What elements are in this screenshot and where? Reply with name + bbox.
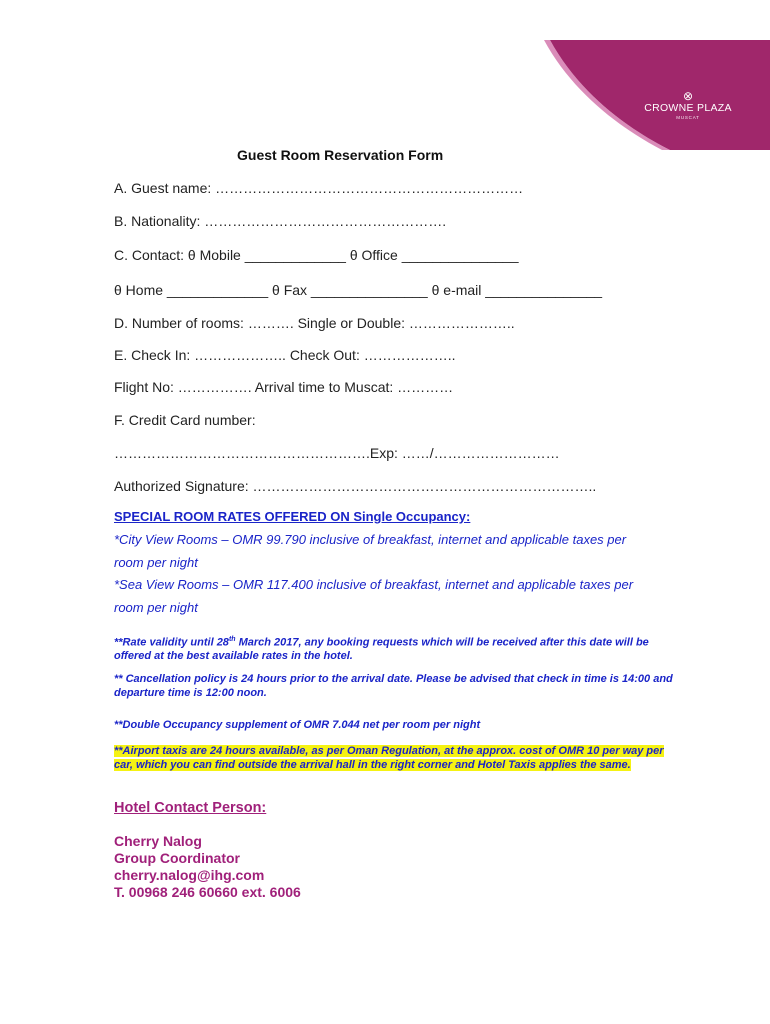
double-occupancy-note: **Double Occupancy supplement of OMR 7.044 net per room per night xyxy=(114,719,481,731)
guest-name-field[interactable]: A. Guest name: ………………………………………………………… xyxy=(114,180,524,196)
sea-view-rate-cont: room per night xyxy=(114,600,198,615)
flight-field[interactable]: Flight No: ……………. Arrival time to Muscat: ………… xyxy=(114,379,454,395)
validity-text-sup: th xyxy=(228,636,236,643)
brand-city: MUSCAT xyxy=(676,115,700,120)
airport-taxi-text: **Airport taxis are 24 hours available, as per Oman Regulation, at the approx. cost of OMR 10 per way per car, which you can find outside the arrival hall in the right corner and Hotel Taxis applies the same. xyxy=(114,745,664,771)
home-fax-email-field[interactable]: θ Home _____________ θ Fax _______________ θ e-mail _______________ xyxy=(114,282,603,298)
validity-text-pre: **Rate validity until 28 xyxy=(114,636,229,649)
rate-validity-note xyxy=(114,633,684,664)
sea-view-rate: *Sea View Rooms – OMR 117.400 inclusive of breakfast, internet and applicable taxes per xyxy=(114,577,634,592)
city-view-rate-cont: room per night xyxy=(114,555,198,570)
brand-name: CROWNE PLAZA xyxy=(644,102,732,114)
nationality-field[interactable]: B. Nationality: ……………………………………………. xyxy=(114,213,447,229)
signature-field[interactable]: Authorized Signature: ……………………………………………………………….. xyxy=(114,478,597,494)
rooms-field[interactable]: D. Number of rooms: ………. Single or Double: ………………….. xyxy=(114,315,515,331)
rates-heading: SPECIAL ROOM RATES OFFERED ON Single Occupancy: xyxy=(114,509,471,524)
validity-text-post: March 2017, any booking requests which will be received after this date will be offered at the best available rates in the hotel. xyxy=(114,636,649,663)
credit-card-label: F. Credit Card number: xyxy=(114,412,256,428)
airport-taxi-note xyxy=(114,745,684,772)
crown-logo-icon: ⊗ xyxy=(682,89,694,103)
contact-role: Group Coordinator xyxy=(114,850,240,866)
cancellation-note: ** Cancellation policy is 24 hours prior to the arrival date. Please be advised that check in time is 14:00 and departure time is 12:00 noon. xyxy=(114,673,673,699)
contact-heading: Hotel Contact Person: xyxy=(114,800,267,816)
check-in-out-field[interactable]: E. Check In: ……………….. Check Out: ……………….. xyxy=(114,347,456,363)
contact-name: Cherry Nalog xyxy=(114,833,202,849)
city-view-rate: *City View Rooms – OMR 99.790 inclusive of breakfast, internet and applicable taxes per xyxy=(114,532,627,547)
page-title: Guest Room Reservation Form xyxy=(237,147,444,163)
contact-field[interactable]: C. Contact: θ Mobile _____________ θ Office _______________ xyxy=(114,247,519,263)
brand-banner xyxy=(520,40,770,150)
credit-card-field[interactable]: ……………………………………………….Exp: ……/……………………… xyxy=(114,445,560,461)
contact-email[interactable]: cherry.nalog@ihg.com xyxy=(114,867,265,883)
contact-phone[interactable]: T. 00968 246 60660 ext. 6006 xyxy=(114,884,301,900)
